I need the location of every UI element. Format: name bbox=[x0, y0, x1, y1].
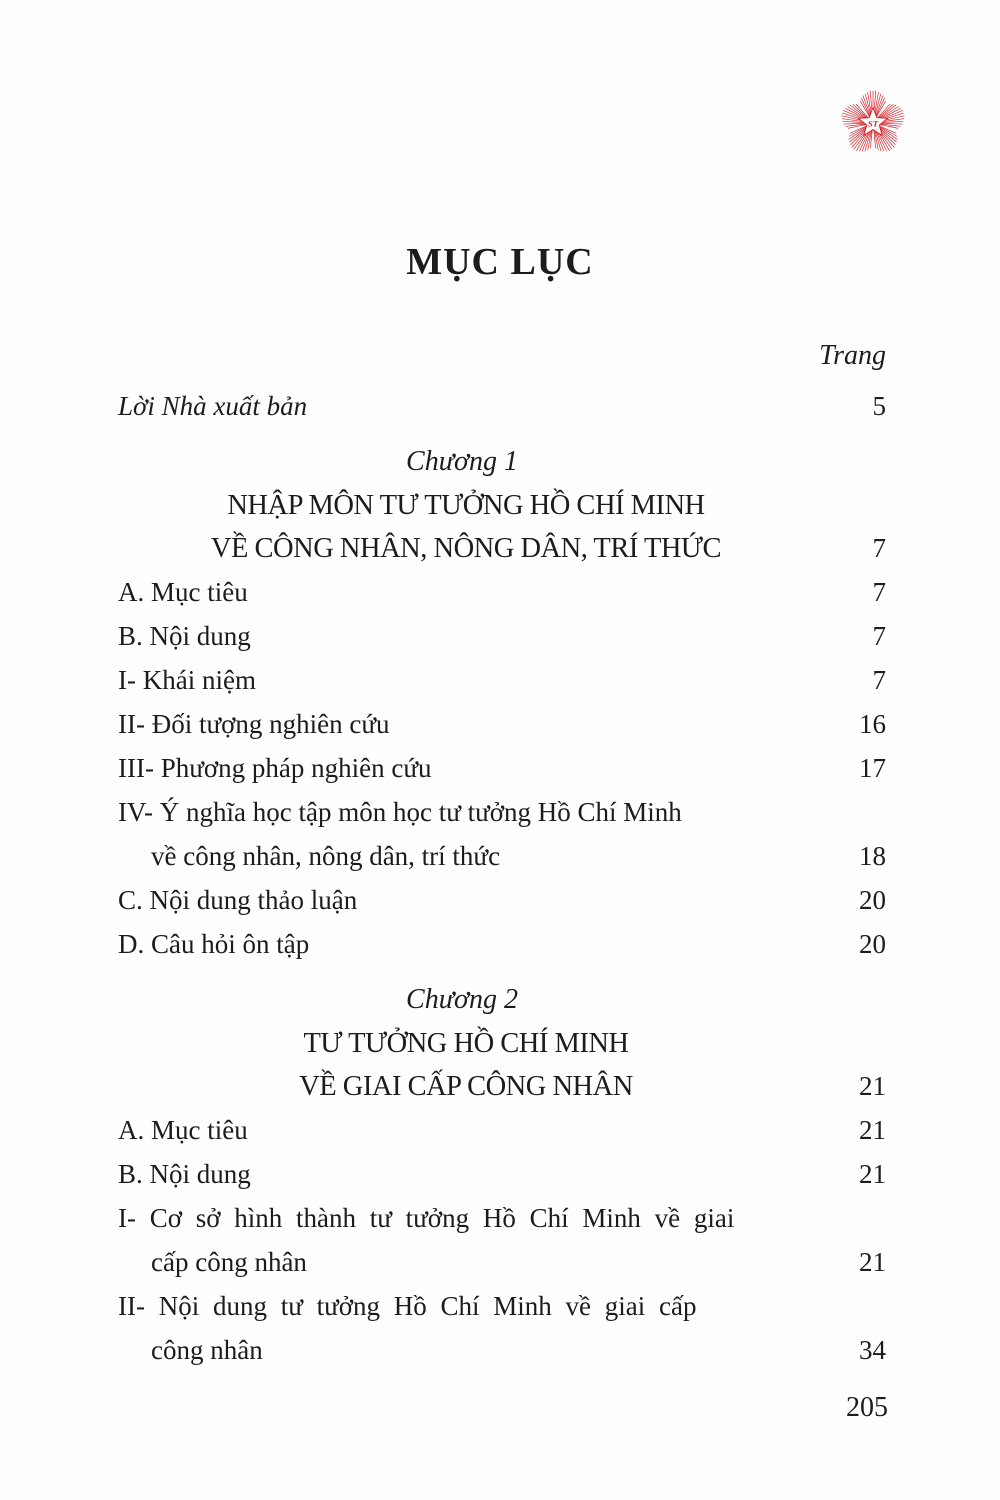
chapter-heading: Chương 2 bbox=[406, 984, 518, 1015]
chapter-title-line bbox=[118, 1022, 886, 1065]
entry-label: IV- Ý nghĩa học tập môn học tư tưởng Hồ Chí Minh bbox=[118, 797, 682, 827]
logo-monogram: ST bbox=[867, 118, 879, 129]
chapter-heading: Chương 1 bbox=[406, 446, 518, 477]
page-number: 20 bbox=[859, 885, 886, 915]
toc-entry bbox=[118, 702, 886, 746]
folio-page-number: 205 bbox=[846, 1392, 888, 1423]
page-number: 21 bbox=[859, 1071, 886, 1101]
entry-label: B. Nội dung bbox=[118, 1159, 251, 1189]
page-number: 7 bbox=[872, 577, 886, 607]
page-number: 21 bbox=[859, 1247, 886, 1277]
toc-list bbox=[118, 384, 886, 1372]
page-number: 7 bbox=[872, 533, 886, 563]
chapter-title-text: TƯ TƯỞNG HỒ CHÍ MINH bbox=[303, 1028, 629, 1059]
toc-entry bbox=[118, 922, 886, 966]
entry-label: II- Nội dung tư tưởng Hồ Chí Minh về giai cấp bbox=[118, 1291, 697, 1321]
page-title: MỤC LỤC bbox=[406, 241, 594, 283]
chapter-title-text: VỀ GIAI CẤP CÔNG NHÂN bbox=[299, 1071, 633, 1102]
toc-entry bbox=[118, 384, 886, 428]
entry-label: B. Nội dung bbox=[118, 621, 251, 651]
toc-entry bbox=[118, 1328, 886, 1372]
page-number: 21 bbox=[859, 1115, 886, 1145]
entry-label: A. Mục tiêu bbox=[118, 577, 248, 607]
entry-label: về công nhân, nông dân, trí thức bbox=[151, 841, 501, 871]
toc-entry bbox=[118, 834, 886, 878]
entry-label: Lời Nhà xuất bản bbox=[118, 391, 308, 421]
page-number: 7 bbox=[872, 621, 886, 651]
entry-label: A. Mục tiêu bbox=[118, 1115, 248, 1145]
entry-label: D. Câu hỏi ôn tập bbox=[118, 929, 310, 959]
page-number: 17 bbox=[859, 753, 886, 783]
page-number: 7 bbox=[872, 665, 886, 695]
publisher-starburst-logo bbox=[838, 84, 908, 162]
entry-label: C. Nội dung thảo luận bbox=[118, 885, 358, 915]
toc-entry bbox=[118, 790, 886, 834]
page-number: 18 bbox=[859, 841, 886, 871]
page-number: 20 bbox=[859, 929, 886, 959]
toc-entry bbox=[118, 1152, 886, 1196]
entry-label: I- Khái niệm bbox=[118, 665, 256, 695]
chapter-title-line bbox=[118, 484, 886, 527]
page-number: 5 bbox=[872, 391, 886, 421]
toc-entry bbox=[118, 878, 886, 922]
toc-entry bbox=[118, 614, 886, 658]
toc-entry bbox=[118, 1196, 886, 1240]
chapter-title-text: NHẬP MÔN TƯ TƯỞNG HỒ CHÍ MINH bbox=[227, 490, 705, 521]
entry-label: II- Đối tượng nghiên cứu bbox=[118, 709, 390, 739]
toc-entry bbox=[118, 1240, 886, 1284]
toc-chapter-block bbox=[118, 440, 886, 570]
page-number: 21 bbox=[859, 1159, 886, 1189]
page-number: 34 bbox=[859, 1335, 886, 1365]
entry-label: cấp công nhân bbox=[151, 1247, 307, 1277]
toc-entry bbox=[118, 746, 886, 790]
page-column-header: Trang bbox=[819, 340, 886, 371]
toc-entry bbox=[118, 1108, 886, 1152]
entry-label: I- Cơ sở hình thành tư tưởng Hồ Chí Minh về giai bbox=[118, 1203, 735, 1233]
toc-entry bbox=[118, 1284, 886, 1328]
toc-chapter-block bbox=[118, 978, 886, 1108]
entry-label: III- Phương pháp nghiên cứu bbox=[118, 753, 432, 783]
page-number: 16 bbox=[859, 709, 886, 739]
toc-entry bbox=[118, 658, 886, 702]
entry-label: công nhân bbox=[151, 1335, 263, 1365]
chapter-title-line bbox=[118, 1065, 886, 1108]
toc-entry bbox=[118, 570, 886, 614]
chapter-title-text: VỀ CÔNG NHÂN, NÔNG DÂN, TRÍ THỨC bbox=[210, 533, 722, 564]
chapter-title-line bbox=[118, 527, 886, 570]
